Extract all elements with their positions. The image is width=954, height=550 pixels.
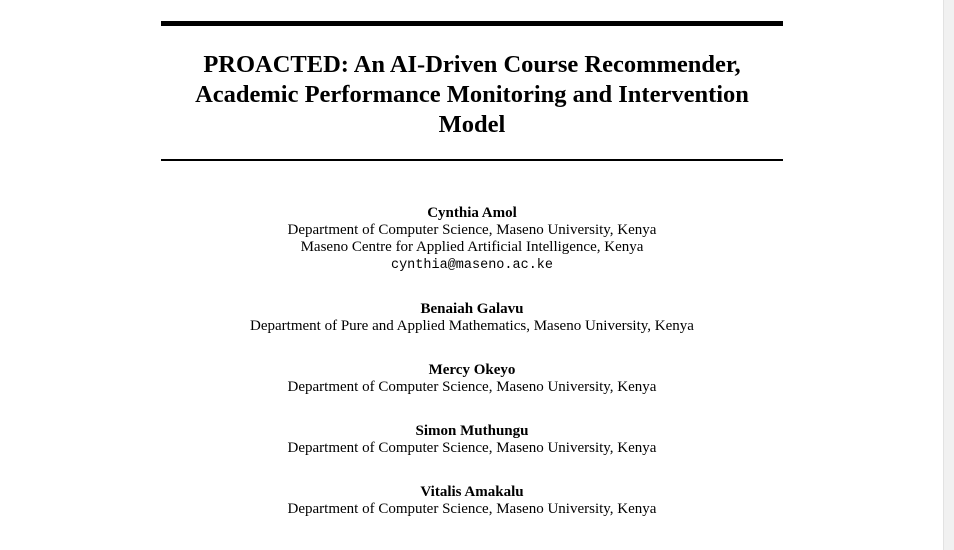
title-line-1: PROACTED: An AI-Driven Course Recommender, xyxy=(203,51,741,78)
author-affiliation: Department of Pure and Applied Mathematics, Maseno University, Kenya xyxy=(250,318,694,334)
paper-title xyxy=(161,50,783,140)
author-name: Mercy Okeyo xyxy=(428,362,516,378)
author-affiliation: Department of Computer Science, Maseno University, Kenya xyxy=(287,222,657,238)
author-affiliation: Department of Computer Science, Maseno University, Kenya xyxy=(287,501,657,517)
vertical-scrollbar[interactable] xyxy=(943,0,954,550)
title-line-2: Academic Performance Monitoring and Intervention xyxy=(195,81,749,108)
author-name: Vitalis Amakalu xyxy=(420,484,524,500)
title-bottom-rule xyxy=(161,159,783,161)
author-name: Benaiah Galavu xyxy=(420,301,524,317)
author-affiliation: Department of Computer Science, Maseno University, Kenya xyxy=(287,440,657,456)
author-block xyxy=(161,301,783,335)
author-block xyxy=(161,423,783,457)
author-block xyxy=(161,362,783,396)
author-block xyxy=(161,205,783,275)
title-line-3: Model xyxy=(438,111,506,138)
author-affiliation: Maseno Centre for Applied Artificial Intelligence, Kenya xyxy=(300,239,644,255)
author-name: Cynthia Amol xyxy=(427,205,517,221)
title-top-rule xyxy=(161,21,783,26)
author-affiliation: Department of Computer Science, Maseno University, Kenya xyxy=(287,379,657,395)
author-email: cynthia@maseno.ac.ke xyxy=(390,258,554,273)
author-name: Simon Muthungu xyxy=(415,423,529,439)
author-block xyxy=(161,484,783,518)
